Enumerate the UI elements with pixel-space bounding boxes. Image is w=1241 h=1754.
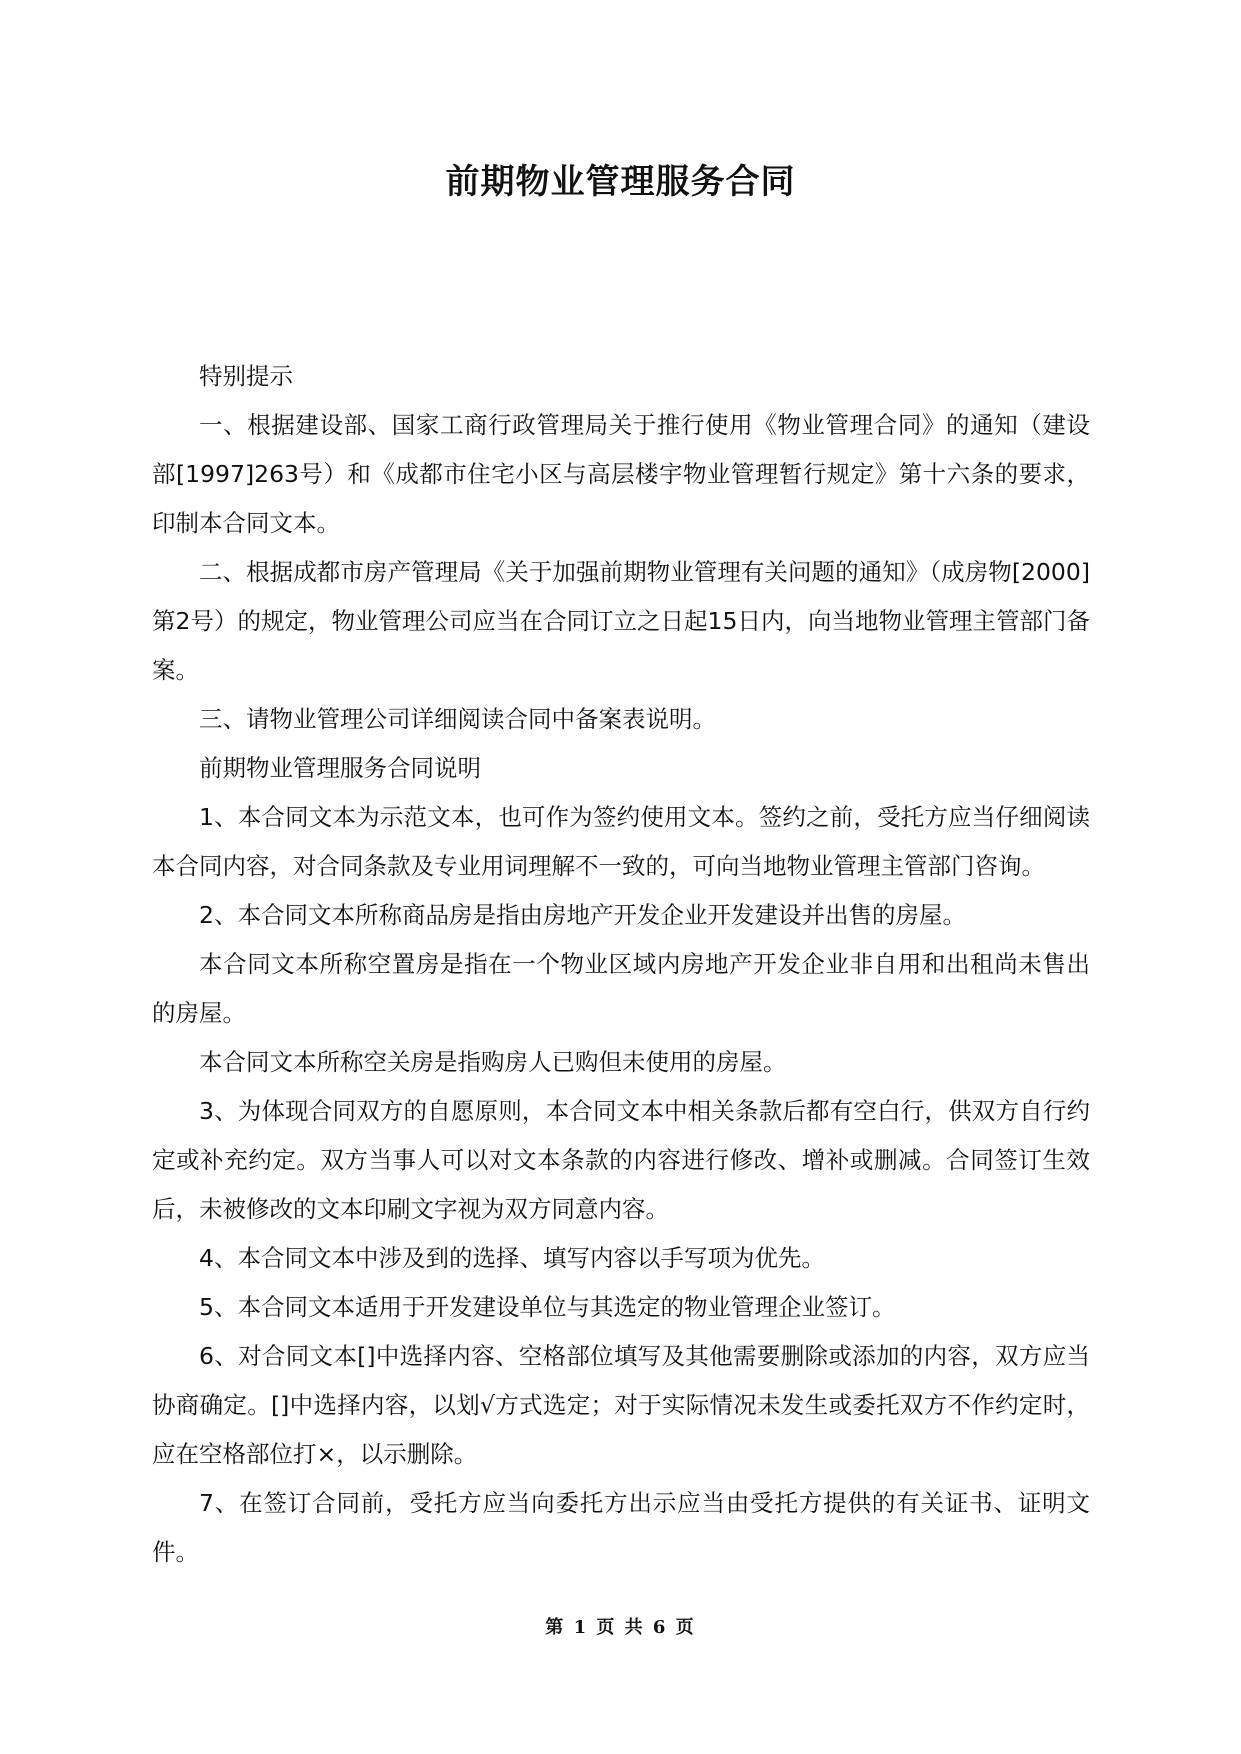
paragraph-item-5: 5、本合同文本适用于开发建设单位与其选定的物业管理企业签订。 (199, 1293, 896, 1321)
document-body (152, 352, 1090, 1577)
paragraph-item-1: 1、本合同文本为示范文本，也可作为签约使用文本。签约之前，受托方应当仔细阅读本合同内容，对合同条款及专业用词理解不一致的，可向当地物业管理主管部门咨询。 (152, 803, 1090, 880)
paragraph-item-4: 4、本合同文本中涉及到的选择、填写内容以手写项为优先。 (199, 1244, 825, 1272)
paragraph-contract-explanation-heading: 前期物业管理服务合同说明 (199, 754, 481, 782)
paragraph-item-7: 7、在签订合同前，受托方应当向委托方出示应当由受托方提供的有关证书、证明文件。 (152, 1489, 1090, 1566)
paragraph-notice-2: 二、根据成都市房产管理局《关于加强前期物业管理有关问题的通知》（成房物[2000]第2号）的规定，物业管理公司应当在合同订立之日起15日内，向当地物业管理主管部门备案。 (152, 558, 1090, 684)
paragraph-notice-3: 三、请物业管理公司详细阅读合同中备案表说明。 (199, 705, 716, 733)
paragraph-special-notice: 特别提示 (199, 362, 293, 390)
paragraph-notice-1: 一、根据建设部、国家工商行政管理局关于推行使用《物业管理合同》的通知（建设部[1997]263号）和《成都市住宅小区与高层楼宇物业管理暂行规定》第十六条的要求，印制本合同文本。 (152, 411, 1090, 537)
paragraph-vacant-house: 本合同文本所称空置房是指在一个物业区域内房地产开发企业非自用和出租尚未售出的房屋。 (152, 950, 1090, 1027)
paragraph-item-2: 2、本合同文本所称商品房是指由房地产开发企业开发建设并出售的房屋。 (199, 901, 966, 929)
page-footer: 第 1 页 共 6 页 (545, 1617, 696, 1638)
document-title: 前期物业管理服务合同 (445, 162, 796, 202)
paragraph-item-6: 6、对合同文本[]中选择内容、空格部位填写及其他需要删除或添加的内容，双方应当协商确定。[]中选择内容，以划√方式选定；对于实际情况未发生或委托双方不作约定时，应在空格部位打×，以示删除。 (152, 1342, 1090, 1468)
paragraph-closed-house: 本合同文本所称空关房是指购房人已购但未使用的房屋。 (199, 1048, 787, 1076)
paragraph-item-3: 3、为体现合同双方的自愿原则，本合同文本中相关条款后都有空白行，供双方自行约定或补充约定。双方当事人可以对文本条款的内容进行修改、增补或删减。合同签订生效后，未被修改的文本印刷文字视为双方同意内容。 (152, 1097, 1090, 1223)
